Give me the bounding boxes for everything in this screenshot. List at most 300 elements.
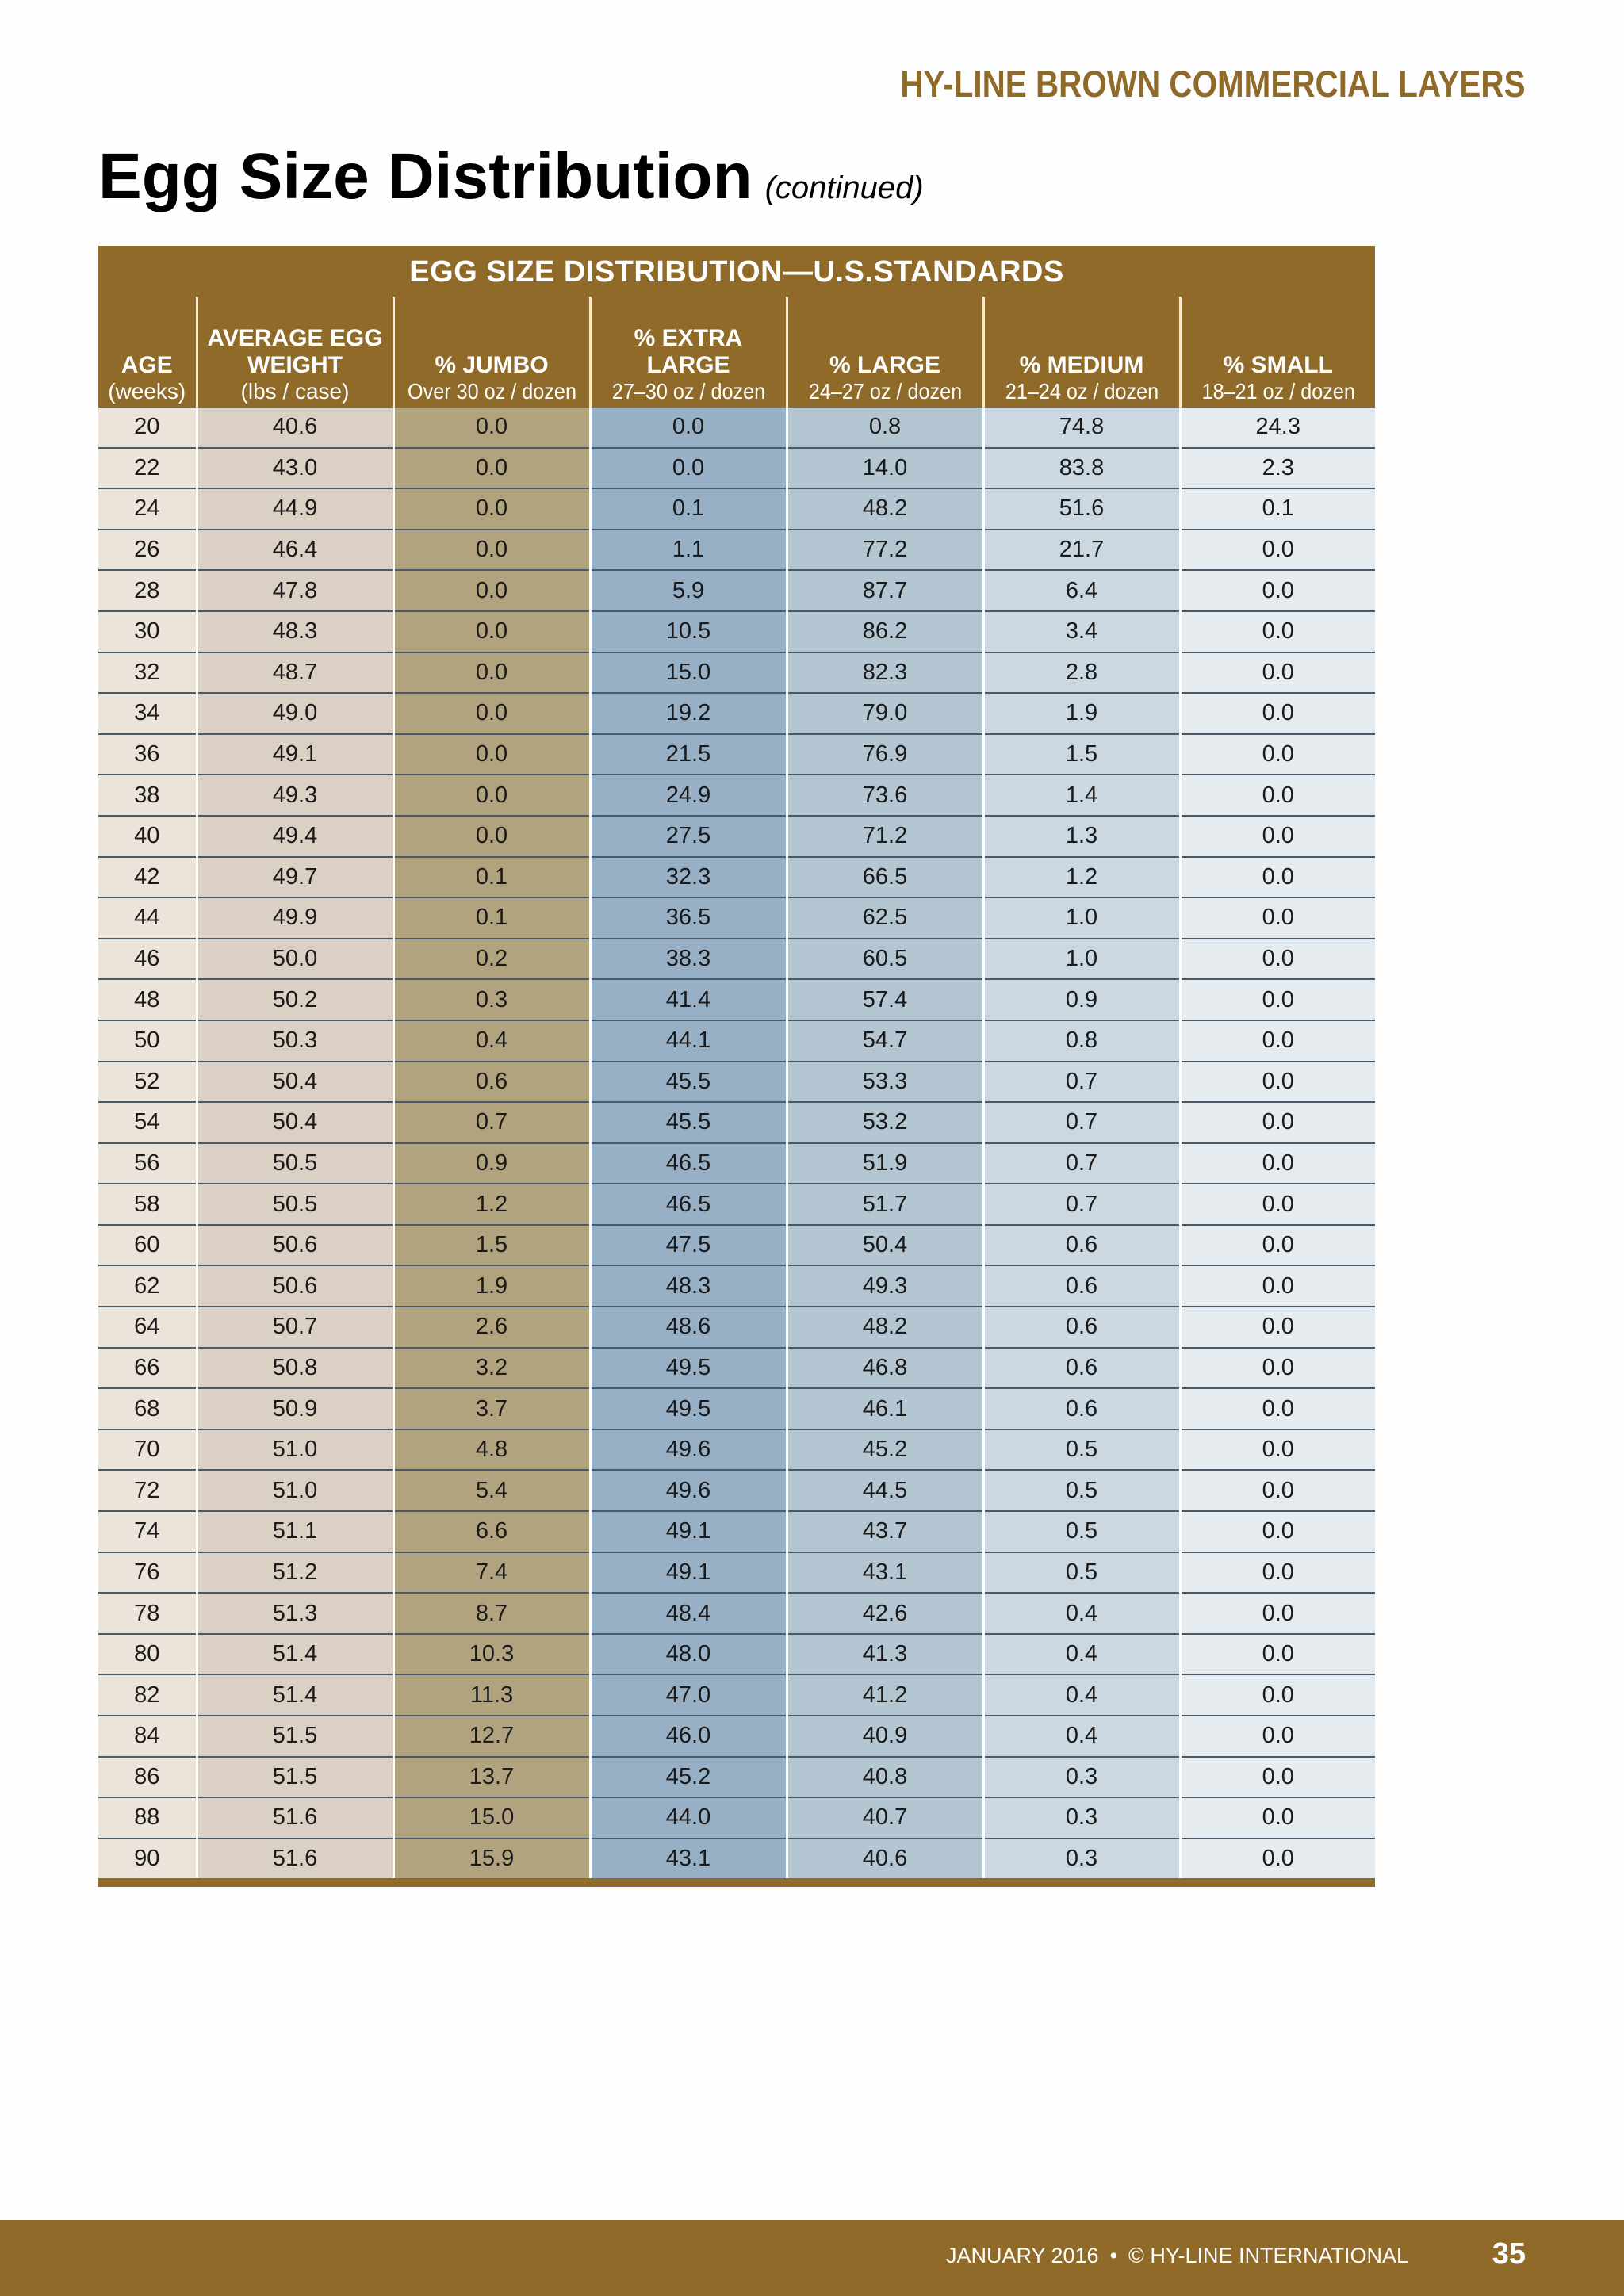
cell-jumbo: 0.0	[393, 816, 590, 857]
cell-jumbo: 15.9	[393, 1839, 590, 1879]
table-row	[98, 1348, 1375, 1389]
table-body	[98, 408, 1375, 1878]
cell-extra-large: 45.5	[590, 1062, 787, 1103]
cell-small: 0.0	[1180, 611, 1375, 652]
cell-egg-weight: 51.2	[197, 1552, 393, 1594]
table-row	[98, 448, 1375, 489]
cell-jumbo: 0.9	[393, 1143, 590, 1184]
cell-extra-large: 49.6	[590, 1429, 787, 1471]
cell-jumbo: 0.0	[393, 570, 590, 611]
cell-age: 86	[98, 1757, 197, 1798]
cell-medium: 1.2	[983, 857, 1180, 898]
cell-medium: 0.6	[983, 1388, 1180, 1429]
cell-small: 0.0	[1180, 1348, 1375, 1389]
cell-jumbo: 3.7	[393, 1388, 590, 1429]
header-row	[98, 297, 1375, 408]
cell-large: 46.8	[787, 1348, 983, 1389]
footer-separator: •	[1109, 2244, 1118, 2267]
footer-date: JANUARY 2016	[945, 2244, 1099, 2267]
cell-extra-large: 24.9	[590, 775, 787, 816]
cell-large: 41.2	[787, 1674, 983, 1716]
table-row	[98, 1062, 1375, 1103]
cell-extra-large: 36.5	[590, 897, 787, 939]
cell-small: 0.0	[1180, 570, 1375, 611]
table-row	[98, 816, 1375, 857]
cell-medium: 74.8	[983, 408, 1180, 448]
cell-medium: 3.4	[983, 611, 1180, 652]
cell-extra-large: 19.2	[590, 693, 787, 734]
cell-egg-weight: 51.5	[197, 1716, 393, 1757]
cell-small: 0.0	[1180, 1839, 1375, 1879]
cell-large: 48.2	[787, 488, 983, 530]
table-row	[98, 1184, 1375, 1225]
cell-medium: 0.5	[983, 1511, 1180, 1552]
cell-jumbo: 0.0	[393, 488, 590, 530]
cell-extra-large: 48.3	[590, 1265, 787, 1307]
cell-egg-weight: 46.4	[197, 530, 393, 571]
column-header-label: % EXTRA LARGE	[634, 325, 743, 378]
cell-age: 50	[98, 1020, 197, 1062]
cell-small: 0.0	[1180, 1593, 1375, 1634]
page-number: 35	[1492, 2237, 1526, 2271]
cell-medium: 51.6	[983, 488, 1180, 530]
cell-egg-weight: 51.0	[197, 1470, 393, 1511]
column-header-medium	[983, 297, 1180, 408]
cell-age: 66	[98, 1348, 197, 1389]
cell-age: 56	[98, 1143, 197, 1184]
cell-medium: 6.4	[983, 570, 1180, 611]
cell-egg-weight: 51.4	[197, 1674, 393, 1716]
cell-medium: 1.0	[983, 939, 1180, 980]
cell-egg-weight: 50.4	[197, 1102, 393, 1143]
cell-extra-large: 44.0	[590, 1797, 787, 1839]
page-title: Egg Size Distribution	[98, 140, 753, 212]
table-bottom-rule	[98, 1878, 1375, 1887]
cell-medium: 0.3	[983, 1797, 1180, 1839]
cell-egg-weight: 50.9	[197, 1388, 393, 1429]
cell-extra-large: 49.1	[590, 1511, 787, 1552]
cell-medium: 0.7	[983, 1102, 1180, 1143]
cell-egg-weight: 49.1	[197, 734, 393, 775]
column-header-label: % LARGE	[829, 352, 940, 378]
cell-large: 40.9	[787, 1716, 983, 1757]
cell-medium: 0.7	[983, 1184, 1180, 1225]
table-row	[98, 1716, 1375, 1757]
cell-large: 51.9	[787, 1143, 983, 1184]
cell-egg-weight: 49.7	[197, 857, 393, 898]
cell-large: 77.2	[787, 530, 983, 571]
cell-small: 0.0	[1180, 1388, 1375, 1429]
cell-medium: 1.9	[983, 693, 1180, 734]
table-row	[98, 1307, 1375, 1348]
cell-egg-weight: 50.5	[197, 1143, 393, 1184]
cell-jumbo: 0.0	[393, 734, 590, 775]
cell-large: 54.7	[787, 1020, 983, 1062]
cell-large: 14.0	[787, 448, 983, 489]
table-row	[98, 1102, 1375, 1143]
table-row	[98, 1757, 1375, 1798]
cell-small: 0.0	[1180, 816, 1375, 857]
column-header-jumbo	[393, 297, 590, 408]
cell-small: 0.0	[1180, 1062, 1375, 1103]
cell-small: 0.0	[1180, 1470, 1375, 1511]
cell-medium: 0.4	[983, 1634, 1180, 1675]
cell-small: 0.0	[1180, 1797, 1375, 1839]
table-row	[98, 570, 1375, 611]
cell-medium: 0.5	[983, 1429, 1180, 1471]
cell-egg-weight: 49.3	[197, 775, 393, 816]
cell-egg-weight: 51.5	[197, 1757, 393, 1798]
cell-egg-weight: 50.4	[197, 1062, 393, 1103]
cell-age: 72	[98, 1470, 197, 1511]
cell-extra-large: 27.5	[590, 816, 787, 857]
cell-small: 0.0	[1180, 652, 1375, 694]
table-row	[98, 408, 1375, 448]
cell-extra-large: 21.5	[590, 734, 787, 775]
cell-age: 22	[98, 448, 197, 489]
column-header-unit: 18–21 oz / dozen	[1201, 379, 1355, 404]
cell-jumbo: 0.7	[393, 1102, 590, 1143]
cell-large: 44.5	[787, 1470, 983, 1511]
cell-small: 0.0	[1180, 734, 1375, 775]
cell-medium: 83.8	[983, 448, 1180, 489]
cell-age: 48	[98, 979, 197, 1020]
cell-jumbo: 0.0	[393, 530, 590, 571]
cell-jumbo: 0.3	[393, 979, 590, 1020]
table-row	[98, 1388, 1375, 1429]
cell-medium: 1.3	[983, 816, 1180, 857]
column-header-unit: 27–30 oz / dozen	[611, 379, 765, 404]
cell-extra-large: 46.5	[590, 1184, 787, 1225]
table-row	[98, 734, 1375, 775]
cell-age: 30	[98, 611, 197, 652]
table-row	[98, 488, 1375, 530]
cell-jumbo: 0.1	[393, 897, 590, 939]
cell-small: 0.0	[1180, 939, 1375, 980]
cell-egg-weight: 51.0	[197, 1429, 393, 1471]
column-header-label: % MEDIUM	[1019, 352, 1144, 378]
table-row	[98, 1674, 1375, 1716]
cell-extra-large: 1.1	[590, 530, 787, 571]
cell-egg-weight: 51.6	[197, 1797, 393, 1839]
column-header-age	[98, 297, 197, 408]
cell-small: 0.0	[1180, 1143, 1375, 1184]
cell-medium: 2.8	[983, 652, 1180, 694]
cell-small: 0.0	[1180, 1716, 1375, 1757]
cell-small: 0.0	[1180, 1552, 1375, 1594]
cell-jumbo: 0.6	[393, 1062, 590, 1103]
cell-extra-large: 10.5	[590, 611, 787, 652]
cell-extra-large: 48.4	[590, 1593, 787, 1634]
cell-medium: 0.4	[983, 1674, 1180, 1716]
egg-size-table	[98, 246, 1375, 1887]
column-header-label: % SMALL	[1223, 352, 1333, 378]
cell-small: 0.0	[1180, 530, 1375, 571]
cell-jumbo: 4.8	[393, 1429, 590, 1471]
cell-small: 0.0	[1180, 1102, 1375, 1143]
table-row	[98, 611, 1375, 652]
cell-extra-large: 48.6	[590, 1307, 787, 1348]
cell-age: 90	[98, 1839, 197, 1879]
cell-large: 50.4	[787, 1225, 983, 1266]
cell-extra-large: 38.3	[590, 939, 787, 980]
footer-copyright: © HY-LINE INTERNATIONAL	[1128, 2244, 1408, 2267]
cell-medium: 0.5	[983, 1470, 1180, 1511]
cell-age: 54	[98, 1102, 197, 1143]
cell-extra-large: 0.1	[590, 488, 787, 530]
cell-extra-large: 0.0	[590, 448, 787, 489]
cell-extra-large: 44.1	[590, 1020, 787, 1062]
cell-jumbo: 1.5	[393, 1225, 590, 1266]
cell-medium: 0.6	[983, 1225, 1180, 1266]
cell-jumbo: 0.0	[393, 611, 590, 652]
cell-jumbo: 0.4	[393, 1020, 590, 1062]
cell-medium: 0.4	[983, 1716, 1180, 1757]
cell-large: 60.5	[787, 939, 983, 980]
cell-egg-weight: 48.3	[197, 611, 393, 652]
table-row	[98, 1225, 1375, 1266]
cell-jumbo: 0.0	[393, 775, 590, 816]
cell-small: 0.0	[1180, 693, 1375, 734]
cell-large: 62.5	[787, 897, 983, 939]
cell-egg-weight: 51.1	[197, 1511, 393, 1552]
cell-small: 0.0	[1180, 1307, 1375, 1348]
cell-large: 86.2	[787, 611, 983, 652]
table-row	[98, 1429, 1375, 1471]
cell-age: 88	[98, 1797, 197, 1839]
cell-large: 46.1	[787, 1388, 983, 1429]
cell-egg-weight: 49.0	[197, 693, 393, 734]
cell-large: 71.2	[787, 816, 983, 857]
column-header-egg-weight	[197, 297, 393, 408]
column-header-extra-large	[590, 297, 787, 408]
cell-small: 0.0	[1180, 1225, 1375, 1266]
cell-extra-large: 47.0	[590, 1674, 787, 1716]
cell-egg-weight: 51.6	[197, 1839, 393, 1879]
cell-large: 48.2	[787, 1307, 983, 1348]
table-row	[98, 1020, 1375, 1062]
footer-bar	[0, 2220, 1624, 2296]
cell-extra-large: 49.5	[590, 1388, 787, 1429]
cell-extra-large: 45.2	[590, 1757, 787, 1798]
cell-small: 0.0	[1180, 1020, 1375, 1062]
page-title-block	[98, 140, 924, 214]
table-row	[98, 1552, 1375, 1594]
cell-jumbo: 7.4	[393, 1552, 590, 1594]
cell-jumbo: 0.1	[393, 857, 590, 898]
cell-small: 0.1	[1180, 488, 1375, 530]
table-row	[98, 1470, 1375, 1511]
cell-age: 34	[98, 693, 197, 734]
cell-medium: 0.4	[983, 1593, 1180, 1634]
cell-small: 0.0	[1180, 1265, 1375, 1307]
cell-age: 80	[98, 1634, 197, 1675]
cell-medium: 0.3	[983, 1757, 1180, 1798]
cell-egg-weight: 50.6	[197, 1265, 393, 1307]
cell-age: 20	[98, 408, 197, 448]
table-caption: EGG SIZE DISTRIBUTION—U.S.STANDARDS	[98, 246, 1375, 297]
cell-large: 57.4	[787, 979, 983, 1020]
cell-egg-weight: 51.4	[197, 1634, 393, 1675]
cell-medium: 1.0	[983, 897, 1180, 939]
cell-jumbo: 2.6	[393, 1307, 590, 1348]
cell-extra-large: 46.5	[590, 1143, 787, 1184]
column-header-unit: (lbs / case)	[240, 379, 350, 404]
cell-medium: 0.5	[983, 1552, 1180, 1594]
table-row	[98, 1143, 1375, 1184]
data-table	[98, 297, 1375, 1878]
cell-egg-weight: 50.3	[197, 1020, 393, 1062]
cell-egg-weight: 44.9	[197, 488, 393, 530]
cell-age: 82	[98, 1674, 197, 1716]
cell-egg-weight: 50.0	[197, 939, 393, 980]
cell-large: 87.7	[787, 570, 983, 611]
cell-age: 58	[98, 1184, 197, 1225]
table-row	[98, 979, 1375, 1020]
column-header-label: AVERAGE EGG WEIGHT	[207, 325, 383, 378]
cell-large: 82.3	[787, 652, 983, 694]
cell-small: 0.0	[1180, 1184, 1375, 1225]
cell-large: 49.3	[787, 1265, 983, 1307]
cell-medium: 0.6	[983, 1307, 1180, 1348]
cell-egg-weight: 49.9	[197, 897, 393, 939]
table-row	[98, 1265, 1375, 1307]
cell-extra-large: 49.6	[590, 1470, 787, 1511]
cell-large: 66.5	[787, 857, 983, 898]
cell-jumbo: 0.0	[393, 408, 590, 448]
cell-extra-large: 46.0	[590, 1716, 787, 1757]
cell-age: 28	[98, 570, 197, 611]
cell-extra-large: 5.9	[590, 570, 787, 611]
cell-extra-large: 45.5	[590, 1102, 787, 1143]
cell-egg-weight: 50.2	[197, 979, 393, 1020]
cell-large: 51.7	[787, 1184, 983, 1225]
cell-small: 0.0	[1180, 897, 1375, 939]
column-header-unit: 24–27 oz / dozen	[808, 379, 962, 404]
footer-text	[946, 2244, 1408, 2268]
cell-age: 52	[98, 1062, 197, 1103]
cell-jumbo: 8.7	[393, 1593, 590, 1634]
cell-large: 40.7	[787, 1797, 983, 1839]
cell-egg-weight: 49.4	[197, 816, 393, 857]
cell-small: 0.0	[1180, 1757, 1375, 1798]
cell-extra-large: 15.0	[590, 652, 787, 694]
cell-large: 42.6	[787, 1593, 983, 1634]
cell-medium: 21.7	[983, 530, 1180, 571]
cell-age: 24	[98, 488, 197, 530]
column-header-unit: (weeks)	[108, 379, 186, 404]
column-header-unit: Over 30 oz / dozen	[407, 379, 576, 404]
cell-small: 0.0	[1180, 1634, 1375, 1675]
cell-jumbo: 1.2	[393, 1184, 590, 1225]
table-row	[98, 652, 1375, 694]
cell-age: 68	[98, 1388, 197, 1429]
cell-jumbo: 6.6	[393, 1511, 590, 1552]
column-header-large	[787, 297, 983, 408]
cell-small: 0.0	[1180, 979, 1375, 1020]
cell-age: 78	[98, 1593, 197, 1634]
cell-medium: 1.4	[983, 775, 1180, 816]
brand-header: HY-LINE BROWN COMMERCIAL LAYERS	[900, 63, 1526, 105]
cell-extra-large: 47.5	[590, 1225, 787, 1266]
column-header-label: % JUMBO	[435, 352, 549, 378]
cell-extra-large: 43.1	[590, 1839, 787, 1879]
cell-extra-large: 32.3	[590, 857, 787, 898]
cell-small: 0.0	[1180, 775, 1375, 816]
cell-large: 43.1	[787, 1552, 983, 1594]
table-row	[98, 1839, 1375, 1879]
cell-large: 43.7	[787, 1511, 983, 1552]
cell-age: 84	[98, 1716, 197, 1757]
cell-age: 44	[98, 897, 197, 939]
cell-medium: 0.6	[983, 1348, 1180, 1389]
cell-small: 0.0	[1180, 1674, 1375, 1716]
cell-jumbo: 11.3	[393, 1674, 590, 1716]
cell-age: 42	[98, 857, 197, 898]
cell-extra-large: 49.1	[590, 1552, 787, 1594]
cell-jumbo: 0.0	[393, 448, 590, 489]
table-row	[98, 1634, 1375, 1675]
cell-age: 62	[98, 1265, 197, 1307]
cell-small: 0.0	[1180, 1511, 1375, 1552]
cell-large: 41.3	[787, 1634, 983, 1675]
cell-jumbo: 15.0	[393, 1797, 590, 1839]
cell-large: 40.6	[787, 1839, 983, 1879]
cell-jumbo: 12.7	[393, 1716, 590, 1757]
cell-age: 76	[98, 1552, 197, 1594]
cell-egg-weight: 50.7	[197, 1307, 393, 1348]
cell-jumbo: 1.9	[393, 1265, 590, 1307]
cell-large: 53.2	[787, 1102, 983, 1143]
cell-medium: 0.9	[983, 979, 1180, 1020]
cell-egg-weight: 48.7	[197, 652, 393, 694]
cell-large: 40.8	[787, 1757, 983, 1798]
cell-large: 45.2	[787, 1429, 983, 1471]
table-row	[98, 897, 1375, 939]
cell-medium: 1.5	[983, 734, 1180, 775]
cell-age: 70	[98, 1429, 197, 1471]
cell-small: 24.3	[1180, 408, 1375, 448]
cell-large: 53.3	[787, 1062, 983, 1103]
cell-extra-large: 49.5	[590, 1348, 787, 1389]
column-header-label: AGE	[121, 352, 173, 378]
cell-jumbo: 13.7	[393, 1757, 590, 1798]
cell-age: 38	[98, 775, 197, 816]
cell-age: 26	[98, 530, 197, 571]
cell-medium: 0.6	[983, 1265, 1180, 1307]
cell-medium: 0.3	[983, 1839, 1180, 1879]
cell-small: 0.0	[1180, 857, 1375, 898]
cell-medium: 0.7	[983, 1062, 1180, 1103]
cell-medium: 0.8	[983, 1020, 1180, 1062]
cell-age: 74	[98, 1511, 197, 1552]
column-header-unit: 21–24 oz / dozen	[1005, 379, 1159, 404]
table-row	[98, 857, 1375, 898]
cell-age: 60	[98, 1225, 197, 1266]
cell-jumbo: 10.3	[393, 1634, 590, 1675]
cell-jumbo: 0.2	[393, 939, 590, 980]
cell-extra-large: 0.0	[590, 408, 787, 448]
cell-age: 32	[98, 652, 197, 694]
cell-egg-weight: 50.5	[197, 1184, 393, 1225]
column-header-small	[1180, 297, 1375, 408]
cell-egg-weight: 47.8	[197, 570, 393, 611]
table-row	[98, 1593, 1375, 1634]
cell-jumbo: 0.0	[393, 652, 590, 694]
cell-egg-weight: 50.6	[197, 1225, 393, 1266]
cell-large: 76.9	[787, 734, 983, 775]
table-row	[98, 1797, 1375, 1839]
